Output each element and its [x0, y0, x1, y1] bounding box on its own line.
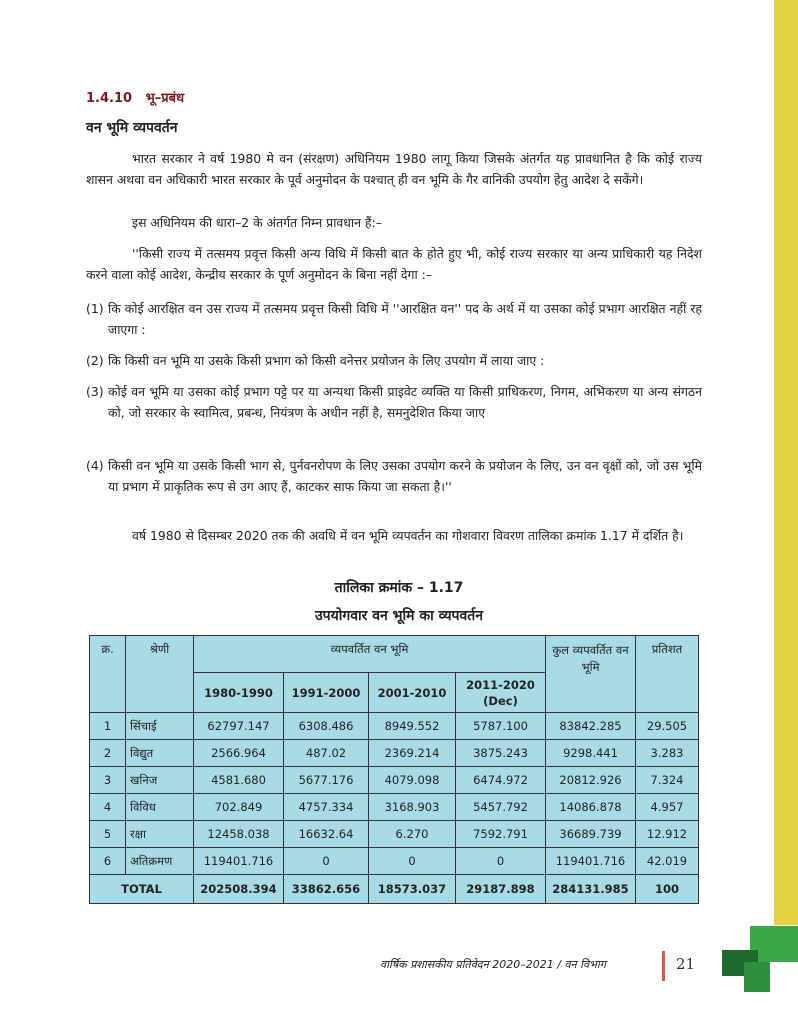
cell-value: 5677.176 [284, 767, 369, 794]
cell-total: 20812.926 [546, 767, 636, 794]
table-row [90, 794, 699, 821]
list-item [86, 381, 702, 423]
list-item [86, 298, 702, 340]
corner-logo-icon [714, 926, 798, 992]
paragraph-section2: इस अधिनियम की धारा–2 के अंतर्गत निम्न प्रावधान हैं:– [132, 215, 382, 230]
cell-sno: 1 [90, 713, 126, 740]
cell-value: 7592.791 [456, 821, 546, 848]
cell-category: विद्युत [126, 740, 194, 767]
cell-total-label: TOTAL [90, 875, 194, 904]
table-total-row [90, 875, 699, 904]
cell-value: 0 [284, 848, 369, 875]
paragraph-intro: भारत सरकार ने वर्ष 1980 मे वन (संरक्षण) अधिनियम 1980 लागू किया जिसके अंतर्गत यह प्रावधानित है कि कोई राज्य शासन अथवा वन अधिकारी भारत सरकार के पूर्व अनुमोदन के पश्चात् ही वन भूमि के गैर वानिकी उपयोग हेतु आदेश दे सकेंगे। [86, 151, 702, 187]
header-period: 2001-2010 [369, 673, 456, 713]
cell-percent: 29.505 [636, 713, 699, 740]
header-period: 1980-1990 [194, 673, 284, 713]
cell-percent: 100 [636, 875, 699, 904]
cell-percent: 3.283 [636, 740, 699, 767]
cell-total: 36689.739 [546, 821, 636, 848]
table-row [90, 713, 699, 740]
list-item [86, 455, 702, 497]
cell-total: 14086.878 [546, 794, 636, 821]
cell-sno: 6 [90, 848, 126, 875]
cell-value: 702.849 [194, 794, 284, 821]
cell-percent: 12.912 [636, 821, 699, 848]
list-number: (2) [86, 353, 104, 368]
cell-category: सिंचाई [126, 713, 194, 740]
cell-value: 18573.037 [369, 875, 456, 904]
footer-report-title: वार्षिक प्रशासकीय प्रतिवेदन 2020–2021 / वन विभाग [380, 958, 606, 971]
cell-total: 9298.441 [546, 740, 636, 767]
cell-category: रक्षा [126, 821, 194, 848]
table-row [90, 767, 699, 794]
cell-value: 5787.100 [456, 713, 546, 740]
cell-value: 487.02 [284, 740, 369, 767]
cell-value: 29187.898 [456, 875, 546, 904]
cell-value: 4757.334 [284, 794, 369, 821]
list-text: कि किसी वन भूमि या उसके किसी प्रभाग को किसी वनेत्तर प्रयोजन के लिए उपयोग में लाया जाए : [108, 353, 545, 368]
list-number: (1) [86, 301, 104, 316]
table-row [90, 821, 699, 848]
footer-divider [662, 951, 665, 981]
cell-sno: 5 [90, 821, 126, 848]
header-diverted-group: व्यपवर्तित वन भूमि [194, 636, 546, 673]
cell-value: 12458.038 [194, 821, 284, 848]
cell-sno: 2 [90, 740, 126, 767]
cell-total: 284131.985 [546, 875, 636, 904]
cell-sno: 4 [90, 794, 126, 821]
subheading: वन भूमि व्यपवर्तन [86, 120, 178, 136]
cell-value: 6.270 [369, 821, 456, 848]
table-title: उपयोगवार वन भूमि का व्यपवर्तन [314, 608, 484, 624]
cell-value: 16632.64 [284, 821, 369, 848]
cell-percent: 4.957 [636, 794, 699, 821]
diversion-table [89, 635, 699, 904]
cell-category: अतिक्रमण [126, 848, 194, 875]
cell-total: 83842.285 [546, 713, 636, 740]
section-title: भू–प्रबंध [145, 91, 185, 106]
cell-value: 2566.964 [194, 740, 284, 767]
list-text: कोई वन भूमि या उसका कोई प्रभाग पट्टे पर या अन्यथा किसी प्राइवेट व्यक्ति या किसी प्राधिकरण, निगम, अभिकरण या अन्य संगठन को, जो सरकार के स्वामित्व, प्रबन्ध, नियंत्रण के अधीन नहीं है, समनुदेशित किया जाए [108, 384, 702, 420]
cell-category: विविध [126, 794, 194, 821]
list-text: किसी वन भूमि या उसके किसी भाग से, पुर्नवनरोपण के लिए उसका उपयोग करने के प्रयोजन के लिए, उन वन वृक्षों को, जो उस भूमि या प्रभाग में प्राकृतिक रूप से उग आए हैं, काटकर साफ किया जा सकता है।'' [108, 458, 702, 494]
cell-value: 0 [456, 848, 546, 875]
cell-value: 33862.656 [284, 875, 369, 904]
page-number: 21 [676, 955, 696, 973]
cell-value: 5457.792 [456, 794, 546, 821]
header-sno: क्र. [90, 636, 126, 713]
side-color-stripe [774, 0, 798, 925]
paragraph-summary: वर्ष 1980 से दिसम्बर 2020 तक की अवधि में वन भूमि व्यपवर्तन का गोशवारा विवरण तालिका क्रमांक 1.17 में दर्शित है। [132, 528, 684, 543]
cell-category: खनिज [126, 767, 194, 794]
cell-value: 8949.552 [369, 713, 456, 740]
header-total: कुल व्यपवर्तित वन भूमि [546, 636, 636, 713]
paragraph-quote: ''किसी राज्य में तत्समय प्रवृत्त किसी अन्य विधि में किसी बात के होते हुए भी, कोई राज्य सरकार या अन्य प्राधिकारी यह निदेश करने वाला कोई आदेश, केन्द्रीय सरकार के पूर्ण अनुमोदन के बिना नहीं देगा :– [86, 246, 702, 282]
cell-sno: 3 [90, 767, 126, 794]
section-heading [86, 88, 184, 106]
cell-percent: 7.324 [636, 767, 699, 794]
cell-value: 6308.486 [284, 713, 369, 740]
cell-value: 4079.098 [369, 767, 456, 794]
cell-value: 119401.716 [194, 848, 284, 875]
cell-value: 3875.243 [456, 740, 546, 767]
header-period: 2011-2020 (Dec) [456, 673, 546, 713]
list-item [86, 350, 702, 371]
cell-value: 4581.680 [194, 767, 284, 794]
cell-value: 62797.147 [194, 713, 284, 740]
header-period: 1991-2000 [284, 673, 369, 713]
cell-value: 0 [369, 848, 456, 875]
cell-total: 119401.716 [546, 848, 636, 875]
list-text: कि कोई आरक्षित वन उस राज्य में तत्समय प्रवृत्त किसी विधि में ''आरक्षित वन'' पद के अर्थ में या उसका कोई प्रभाग आरक्षित नहीं रह जाएगा : [108, 301, 702, 337]
cell-value: 2369.214 [369, 740, 456, 767]
cell-percent: 42.019 [636, 848, 699, 875]
cell-value: 202508.394 [194, 875, 284, 904]
header-category: श्रेणी [126, 636, 194, 713]
table-caption: तालिका क्रमांक – 1.17 [334, 580, 464, 596]
table-row [90, 740, 699, 767]
table-row [90, 848, 699, 875]
list-number: (4) [86, 458, 104, 473]
section-number: 1.4.10 [86, 91, 133, 106]
header-percent: प्रतिशत [636, 636, 699, 713]
cell-value: 6474.972 [456, 767, 546, 794]
list-number: (3) [86, 384, 104, 399]
cell-value: 3168.903 [369, 794, 456, 821]
